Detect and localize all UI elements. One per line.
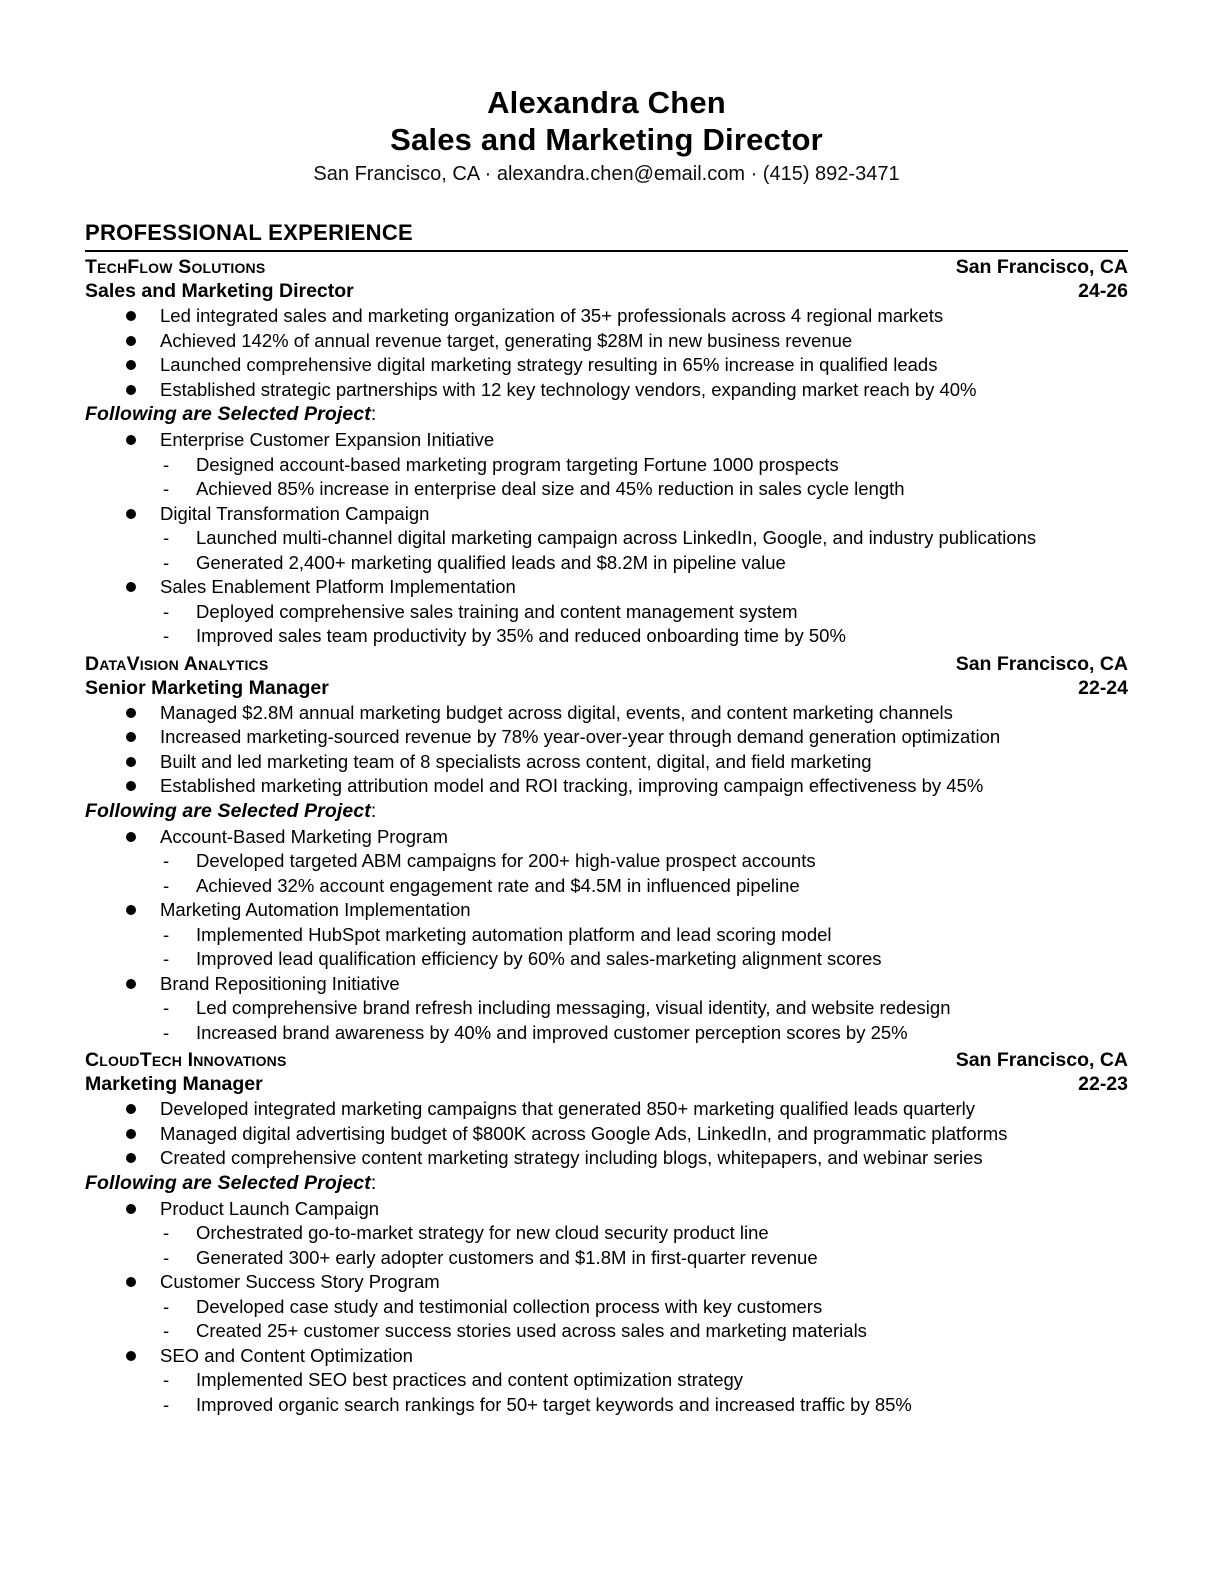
project-item (85, 428, 1125, 502)
person-title: Sales and Marketing Director (390, 122, 823, 157)
job-bullet-text: Led integrated sales and marketing organization of 35+ professionals across 4 regional markets (160, 305, 944, 326)
project-detail: - Implemented SEO best practices and content optimization strategy (160, 1368, 1051, 1393)
project-item (85, 575, 1125, 649)
job-bullet-text: Created comprehensive content marketing strategy including blogs, whitepapers, and webinar series (160, 1147, 983, 1168)
project-name: Digital Transformation Campaign (160, 502, 430, 524)
projects-heading (85, 1171, 1128, 1196)
job-bullet-text: Developed integrated marketing campaigns that generated 850+ marketing qualified leads quarterly (160, 1098, 976, 1119)
project-list (85, 1197, 1128, 1418)
project-detail: - Designed account-based marketing program targeting Fortune 1000 prospects (160, 453, 1051, 478)
project-detail: - Generated 300+ early adopter customers and $1.8M in first-quarter revenue (160, 1246, 1051, 1271)
project-item (85, 1344, 1125, 1418)
project-detail-list (160, 1221, 1125, 1270)
job-bullet (85, 774, 1125, 799)
job-entry (85, 255, 1128, 649)
project-detail: - Orchestrated go-to-market strategy for new cloud security product line (160, 1221, 1051, 1246)
project-detail: - Developed targeted ABM campaigns for 200+ high-value prospect accounts (160, 849, 1051, 874)
project-detail: - Achieved 32% account engagement rate and $4.5M in influenced pipeline (160, 874, 1051, 899)
project-item (85, 502, 1125, 576)
job-bullet-list (85, 1097, 1128, 1171)
project-name: Customer Success Story Program (160, 1271, 440, 1292)
job-title: Sales and Marketing Director (85, 280, 354, 302)
project-name: SEO and Content Optimization (160, 1344, 413, 1366)
job-bullet (85, 750, 1125, 775)
job-title-row (85, 1072, 1128, 1096)
job-location: San Francisco, CA (955, 652, 1128, 675)
job-entry (85, 652, 1128, 1046)
job-bullet-text: Increased marketing-sourced revenue by 78% year-over-year through demand generation optimization (160, 726, 1001, 747)
project-detail: - Increased brand awareness by 40% and improved customer perception scores by 25% (160, 1021, 1051, 1046)
projects-heading-colon: : (370, 1171, 377, 1194)
projects-heading (85, 402, 1128, 427)
job-bullet-text: Established marketing attribution model and ROI tracking, improving campaign effectiveness by 45% (160, 775, 984, 796)
project-detail: - Developed case study and testimonial collection process with key customers (160, 1295, 1051, 1320)
job-bullet (85, 304, 1125, 329)
job-location: San Francisco, CA (955, 1049, 1128, 1071)
project-detail: - Improved sales team productivity by 35% and reduced onboarding time by 50% (160, 624, 1051, 649)
job-company-row (85, 255, 1128, 279)
job-bullet (85, 1097, 1125, 1122)
project-detail: - Deployed comprehensive sales training and content management system (160, 600, 1051, 625)
project-item (85, 898, 1125, 972)
job-title-row (85, 676, 1128, 700)
project-name: Product Launch Campaign (160, 1197, 380, 1219)
job-location: San Francisco, CA (955, 256, 1128, 278)
job-dates: 22-24 (1078, 676, 1128, 699)
project-detail: - Generated 2,400+ marketing qualified leads and $8.2M in pipeline value (160, 551, 1051, 576)
project-detail: - Improved organic search rankings for 50+ target keywords and increased traffic by 85% (160, 1393, 1051, 1418)
project-item (85, 825, 1125, 899)
projects-heading-colon: : (370, 403, 377, 425)
project-detail: - Created 25+ customer success stories used across sales and marketing materials (160, 1319, 1051, 1344)
projects-heading-text: Following are Selected Project (85, 1171, 371, 1194)
project-detail-list (160, 526, 1125, 575)
job-entry (85, 1048, 1128, 1417)
job-dates: 22-23 (1078, 1073, 1128, 1095)
company-name: TechFlow Solutions (85, 256, 266, 278)
project-name: Sales Enablement Platform Implementation (160, 576, 516, 597)
section-heading-professional-experience: PROFESSIONAL EXPERIENCE (85, 221, 1128, 252)
job-bullet-text: Launched comprehensive digital marketing strategy resulting in 65% increase in qualified leads (160, 354, 938, 375)
project-item (85, 1197, 1125, 1271)
projects-heading-text: Following are Selected Project (85, 403, 371, 425)
project-detail: - Improved lead qualification efficiency by 60% and sales-marketing alignment scores (160, 947, 1051, 972)
project-detail-list (160, 1295, 1125, 1344)
job-bullet (85, 1122, 1125, 1147)
job-bullet-list (85, 304, 1128, 402)
person-name: Alexandra Chen (487, 85, 726, 120)
project-detail-list (160, 923, 1125, 972)
job-bullet (85, 701, 1125, 726)
job-title-row (85, 279, 1128, 303)
resume-header (85, 84, 1128, 187)
projects-heading (85, 799, 1128, 824)
project-detail: - Implemented HubSpot marketing automation platform and lead scoring model (160, 923, 1051, 948)
job-bullet-list (85, 701, 1128, 799)
job-bullet (85, 1146, 1125, 1171)
company-name: CloudTech Innovations (85, 1049, 287, 1071)
projects-heading-text: Following are Selected Project (85, 799, 371, 822)
job-bullet-text: Managed digital advertising budget of $800K across Google Ads, LinkedIn, and programmatic platforms (160, 1122, 1008, 1144)
jobs-list (85, 255, 1128, 1417)
project-detail: - Launched multi-channel digital marketing campaign across LinkedIn, Google, and industry publications (160, 526, 1051, 551)
job-company-row (85, 652, 1128, 676)
project-item (85, 1270, 1125, 1344)
project-detail-list (160, 600, 1125, 649)
job-bullet (85, 353, 1125, 378)
project-detail: - Led comprehensive brand refresh including messaging, visual identity, and website redesign (160, 996, 1051, 1021)
job-title: Senior Marketing Manager (85, 676, 329, 699)
projects-heading-colon: : (370, 799, 377, 822)
company-name: DataVision Analytics (85, 652, 269, 675)
project-name: Enterprise Customer Expansion Initiative (160, 429, 495, 450)
project-detail-list (160, 849, 1125, 898)
project-name: Account-Based Marketing Program (160, 825, 448, 847)
job-company-row (85, 1048, 1128, 1072)
job-bullet (85, 378, 1125, 403)
project-item (85, 972, 1125, 1046)
project-detail: - Achieved 85% increase in enterprise deal size and 45% reduction in sales cycle length (160, 477, 1051, 502)
project-list (85, 825, 1128, 1046)
job-bullet-text: Achieved 142% of annual revenue target, generating $28M in new business revenue (160, 329, 853, 351)
job-bullet-text: Managed $2.8M annual marketing budget across digital, events, and content marketing channels (160, 701, 953, 723)
job-title: Marketing Manager (85, 1073, 263, 1095)
project-detail-list (160, 1368, 1125, 1417)
project-name: Brand Repositioning Initiative (160, 972, 400, 994)
job-bullet-text: Built and led marketing team of 8 specialists across content, digital, and field marketing (160, 750, 872, 772)
job-bullet (85, 725, 1125, 750)
job-bullet (85, 329, 1125, 354)
project-name: Marketing Automation Implementation (160, 899, 471, 920)
contact-line: San Francisco, CA · alexandra.chen@email.com · (415) 892-3471 (313, 163, 900, 185)
project-detail-list (160, 453, 1125, 502)
project-detail-list (160, 996, 1125, 1045)
job-dates: 24-26 (1078, 280, 1128, 302)
project-list (85, 428, 1128, 649)
job-bullet-text: Established strategic partnerships with 12 key technology vendors, expanding market reach by 40% (160, 378, 977, 400)
